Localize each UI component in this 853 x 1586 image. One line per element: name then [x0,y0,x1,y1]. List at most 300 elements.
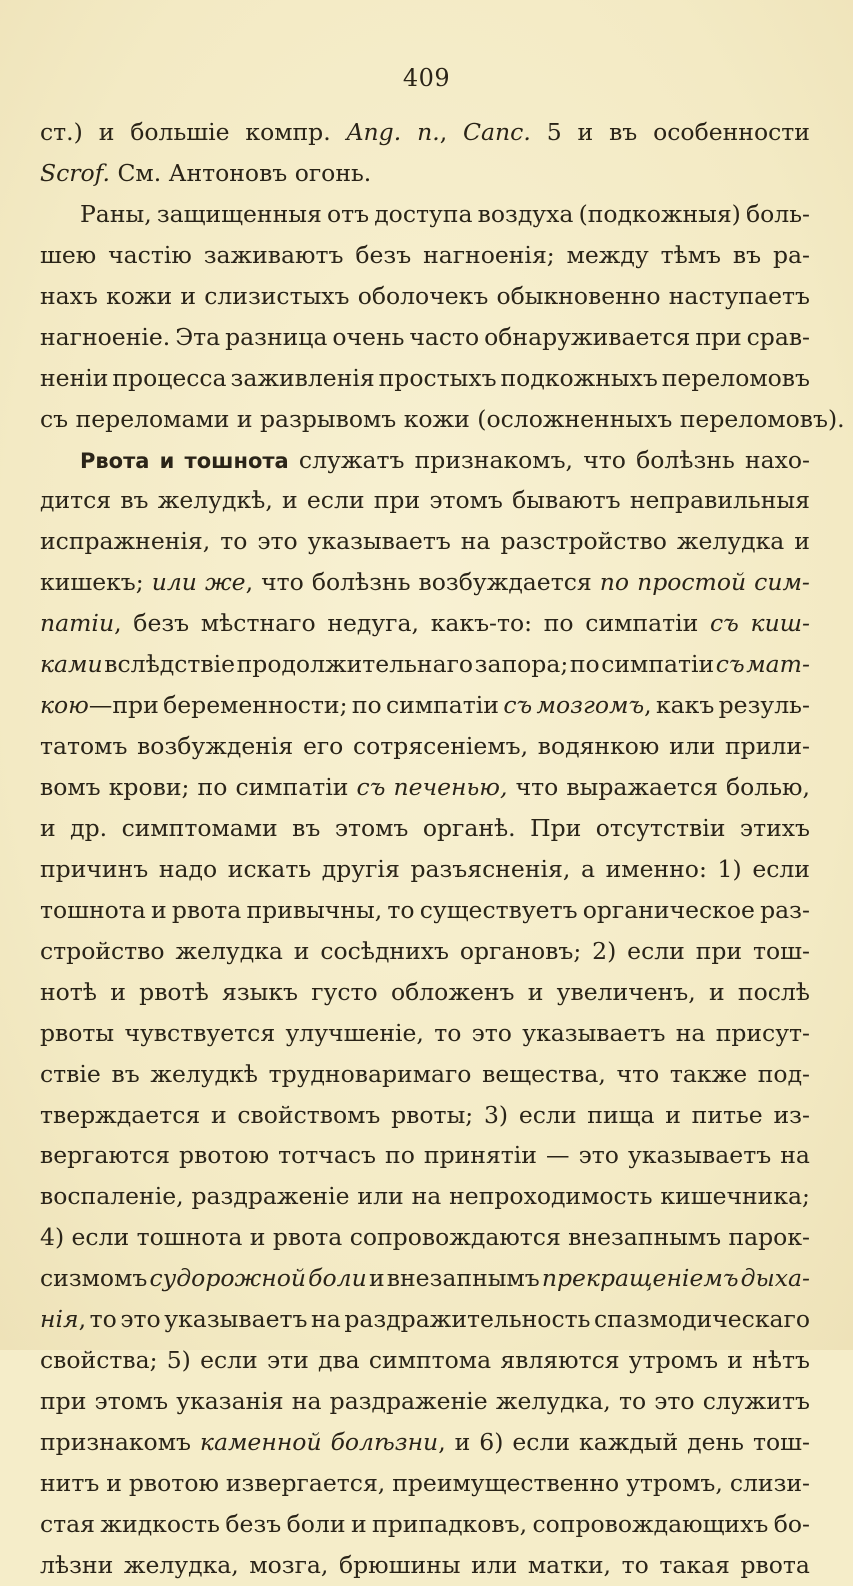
word: такая [659,1550,730,1579]
word: при [695,322,742,351]
text-line [40,1176,810,1217]
word: 3) [483,1100,509,1129]
word: прили- [725,732,810,761]
body-text [40,112,845,1586]
text-line [40,644,810,685]
word: это [471,1018,512,1047]
word: и [282,486,298,515]
word: указываетъ [164,1305,308,1334]
word: трудноваримаго [268,1059,472,1088]
word: и [454,1428,471,1456]
word: а [580,854,595,883]
word: тотчасъ [278,1141,376,1170]
word: большіе [130,118,230,146]
word: съ [503,691,533,720]
word: органическое [582,895,755,924]
word: преимущественно [392,1468,620,1497]
word: также [669,1059,748,1088]
word: рвоты [40,1018,115,1047]
word: испражненія, [40,527,211,556]
word: мозгомъ, [536,691,652,720]
word: тош- [752,1428,810,1456]
word: и [293,936,310,965]
word: мѣстнаго [200,609,316,638]
word: то [621,1550,649,1579]
word: каждый [579,1428,679,1456]
word: кожи [106,281,173,310]
word: возбуждается [418,568,592,597]
word: это [120,1305,161,1334]
word: указываетъ [628,1141,772,1170]
text-line [40,849,810,890]
word: боли [286,1509,346,1538]
word: болѣзни, [330,1428,446,1456]
word: и [249,1223,266,1252]
word: простыхъ [378,363,497,392]
word: 1) [717,854,742,883]
word: именно: [605,854,707,883]
word: простой [637,568,747,597]
word: дится [40,486,112,515]
word: что [616,1059,660,1088]
word: мат- [746,650,810,679]
word: и [98,118,115,146]
word: сосѣднихъ [320,936,449,965]
word: на [291,1387,322,1416]
word: съ [356,773,386,801]
word: припадковъ, [372,1509,528,1538]
text-line [40,1258,810,1299]
word: указываетъ [522,1018,666,1047]
word: часто [409,322,480,351]
word: увеличенъ, [556,977,696,1006]
word: съ [709,609,739,638]
word: вещества, [482,1059,606,1088]
word: служатъ [298,445,405,474]
word: служитъ [702,1387,810,1416]
word: стройство [40,936,165,965]
word: этомъ [334,813,409,842]
word: сопровождаются [349,1223,561,1252]
text-line [40,1463,810,1504]
word: обложенъ [390,977,515,1006]
text-line [40,480,810,521]
word: компр. [245,118,331,146]
word: печенью, [393,773,508,801]
text-line [40,767,810,808]
word: раздражительность [344,1305,591,1334]
word: по [599,568,630,597]
word: заживаютъ [203,240,344,269]
word: раздраженіе [191,1182,350,1211]
word: болѣзнь [636,445,735,474]
word: по [197,773,228,801]
word: рвотою [179,1141,270,1170]
word: рвотою [128,1468,219,1497]
word: это [654,1387,695,1416]
word: Ang. [346,118,402,146]
text-line [40,1299,810,1340]
word: и [159,448,175,473]
word: вергаются [40,1141,170,1170]
word: под- [757,1059,810,1088]
word: на [411,1182,442,1211]
word: въ [292,813,321,842]
text-line [40,1013,810,1054]
word: татомъ [40,732,128,761]
word: свойствомъ [237,1100,381,1129]
word: улучшеніе, [285,1018,424,1047]
text-line [40,1545,810,1586]
word: рвоты; [391,1100,474,1129]
word: патіи, [40,609,122,638]
word: что [583,445,626,474]
word: боли [308,1264,367,1293]
word: же, [204,568,254,597]
word: матки, [527,1550,612,1579]
word: симптомами [121,813,278,842]
word: въ [111,1059,140,1088]
text-line [40,972,810,1013]
word: срав- [746,322,810,351]
word: то [434,1018,462,1047]
word: признакомъ, [414,445,574,474]
word: этомъ [94,1387,169,1416]
word: 5 [546,118,562,146]
word: по [385,1141,415,1170]
word: причинъ [40,854,149,883]
word: рвотѣ [139,977,209,1006]
text-line [40,276,810,317]
word: безъ [133,609,190,638]
word: питье [691,1100,763,1129]
word: рвота [171,895,242,924]
word: и [727,1346,743,1375]
word: 4) [40,1223,65,1252]
word: нахъ [40,281,98,310]
word: и [40,813,56,842]
word: внезапнымъ [386,1264,540,1293]
word: тверждается [40,1100,201,1129]
word: или [669,732,716,761]
word: надо [158,854,218,883]
word: нѣтъ [752,1346,810,1375]
word: привычны, [246,895,383,924]
text-line [40,440,810,481]
word: указываетъ [307,527,451,556]
word: съ [715,650,745,679]
text-line [40,890,810,931]
word: желудка, [123,1550,239,1579]
word: желудка, [495,1387,611,1416]
word: Эта [175,322,221,351]
text-line [40,1135,810,1176]
word: указанія [176,1387,284,1416]
text-line [40,1340,810,1381]
word: дыха- [740,1264,810,1293]
word: воздуха [477,199,574,228]
word: жидкость [100,1509,220,1538]
word: раздраженіе [329,1387,488,1416]
word: желудкѣ, [157,486,273,515]
word: тошнота [136,1223,243,1252]
word: на [675,1018,706,1047]
word: ра- [772,240,810,269]
word: симпатіи [601,650,715,679]
word: ствіе [40,1059,101,1088]
word: запора; [474,650,569,679]
word: свойства; [40,1346,158,1375]
word: тѣмъ [660,240,721,269]
word: искать [227,854,312,883]
word: то [618,1387,647,1416]
word: продолжительнаго [236,650,474,679]
word: шею [40,240,97,269]
word: желудка [175,936,283,965]
word: Canc. [463,118,531,146]
word: неніи [40,363,109,392]
word: въ [609,118,638,146]
word: Раны, [80,199,152,228]
text-line [40,1054,810,1095]
word: по [543,609,574,638]
text-line [40,808,810,849]
word: болью, [726,773,810,801]
word: существуетъ [419,895,578,924]
word: непроходимость [449,1182,653,1211]
word: стая [40,1509,95,1538]
word: если [752,854,810,883]
word: и [368,1264,385,1293]
word: между [566,240,649,269]
word: послѣ [737,977,810,1006]
word: и [794,527,810,556]
word: это [578,1141,619,1170]
word: это [257,527,298,556]
word: выражается [566,773,718,801]
word: лѣзни [40,1550,114,1579]
word: какъ [655,691,715,720]
word: беременности; [163,691,348,720]
word: по [351,691,382,720]
word: утромъ, [626,1468,723,1497]
word: каменной [199,1428,322,1456]
word: из- [773,1100,810,1129]
word: прекращеніемъ [541,1264,739,1293]
word: если [306,486,365,515]
word: n., [417,118,448,146]
word: его [302,732,344,761]
word: тошнота [184,448,289,473]
word: обыкновенно [496,281,661,310]
text-line [40,112,810,153]
word: процесса [112,363,227,392]
word: что [515,773,559,801]
word: (подкожныя) [578,199,741,228]
word: переломовъ [661,363,810,392]
word: бо- [773,1509,810,1538]
word: или [471,1550,518,1579]
word: очень [332,322,405,351]
text-line [40,358,810,399]
text-line [40,931,810,972]
word: воспаленіе, [40,1182,184,1211]
text-line [40,1217,810,1258]
word: кою—при [40,691,159,720]
word: др. [70,813,108,842]
word: присут- [715,1018,810,1047]
text-line [40,317,810,358]
word: сотрясеніемъ, [353,732,529,761]
word: другія [321,854,400,883]
word: бываютъ [512,486,621,515]
word: желудка [676,527,785,556]
text-line [40,603,810,644]
word: мозга, [249,1550,329,1579]
word: водянкою [537,732,660,761]
word: отсутствіи [595,813,726,842]
word: при [40,1387,87,1416]
word: или [151,568,197,597]
text-line [40,562,810,603]
word: оболочекъ [357,281,489,310]
word: отъ [326,199,370,228]
word: разстройство [500,527,667,556]
word: ст.) [40,118,83,146]
word: вслѣдствіе [104,650,236,679]
text-line [40,685,810,726]
word: защищенныя [156,199,322,228]
word: симпатіи [386,691,499,720]
word: При [530,813,582,842]
page-number: 409 [402,64,451,92]
word: два [317,1346,360,1375]
word: кишечника; [660,1182,810,1211]
line-text: съ переломами и разрывомъ кожи (осложненныхъ переломовъ). [40,404,845,433]
word: и [151,895,167,924]
word: особенности [653,118,810,146]
word: нитъ [40,1468,100,1497]
word: нахо- [744,445,810,474]
word: эти [266,1346,309,1375]
text-line [40,726,810,767]
word: болѣзнь [311,568,411,597]
word: въ [732,240,762,269]
word: на [780,1141,810,1170]
word: густо [311,977,378,1006]
word: и [110,977,126,1006]
word: и [106,1468,122,1497]
word: наступаетъ [668,281,810,310]
word: желудкѣ [150,1059,258,1088]
word: крови; [108,773,190,801]
word: возбужденія [137,732,294,761]
word: извергается, [225,1468,386,1497]
word: чувствуется [124,1018,276,1047]
text-line [40,1422,810,1463]
line-text: Scrof. См. Антоновъ огонь. [40,158,372,187]
word: если [518,1100,577,1129]
word: если [200,1346,258,1375]
word: и [665,1100,681,1129]
word: признакомъ [40,1428,191,1456]
word: брюшины [338,1550,461,1579]
word: обнаруживается [484,322,691,351]
text-line [40,1381,810,1422]
word: если [627,936,685,965]
word: судорожной [149,1264,306,1293]
word: сопровождающихъ [532,1509,769,1538]
word: тош- [752,936,810,965]
word: частію [108,240,192,269]
word: нотѣ [40,977,97,1006]
word: и [180,281,197,310]
word: киш- [750,609,810,638]
word: подкожныхъ [500,363,658,392]
word: принятіи [423,1141,537,1170]
word: кишекъ; [40,568,144,597]
word: органѣ. [422,813,516,842]
word: 5) [166,1346,191,1375]
word: или [357,1182,404,1211]
word: неправильныя [629,486,810,515]
word: спазмодическаго [594,1305,810,1334]
word: органовъ; [459,936,582,965]
word: если [71,1223,130,1252]
word: что [261,568,304,597]
word: языкъ [222,977,298,1006]
word: при [373,486,421,515]
text-line [40,194,810,235]
word: нагноенія; [423,240,555,269]
word: сизмомъ [40,1264,148,1293]
word: этихъ [739,813,810,842]
word: 6) [479,1428,504,1456]
word: рвота [740,1550,810,1579]
word: рвота [272,1223,343,1252]
word: сим- [754,568,810,597]
word: нія, [40,1305,87,1334]
word: разъясненія, [410,854,571,883]
word: и [527,977,544,1006]
word: слизистыхъ [204,281,350,310]
word: разница [225,322,328,351]
word: доступа [374,199,473,228]
word: симпатіи [585,609,699,638]
text-line [40,235,810,276]
word: на [460,527,491,556]
word: и [210,1100,227,1129]
word: внезапнымъ [568,1223,722,1252]
word: безъ [225,1509,282,1538]
word: утромъ [628,1346,719,1375]
word: безъ [355,240,412,269]
word: то [220,527,248,556]
word: ками [40,650,103,679]
text-line [40,153,810,194]
word: Рвота [80,448,150,473]
text-line [40,1095,810,1136]
word: этомъ [429,486,503,515]
word: какъ-то: [430,609,533,638]
word: то [387,895,415,924]
word: и [577,118,594,146]
word: заживленія [230,363,375,392]
word: и [350,1509,367,1538]
text-line [40,521,810,562]
word: въ [120,486,149,515]
word: являются [500,1346,620,1375]
